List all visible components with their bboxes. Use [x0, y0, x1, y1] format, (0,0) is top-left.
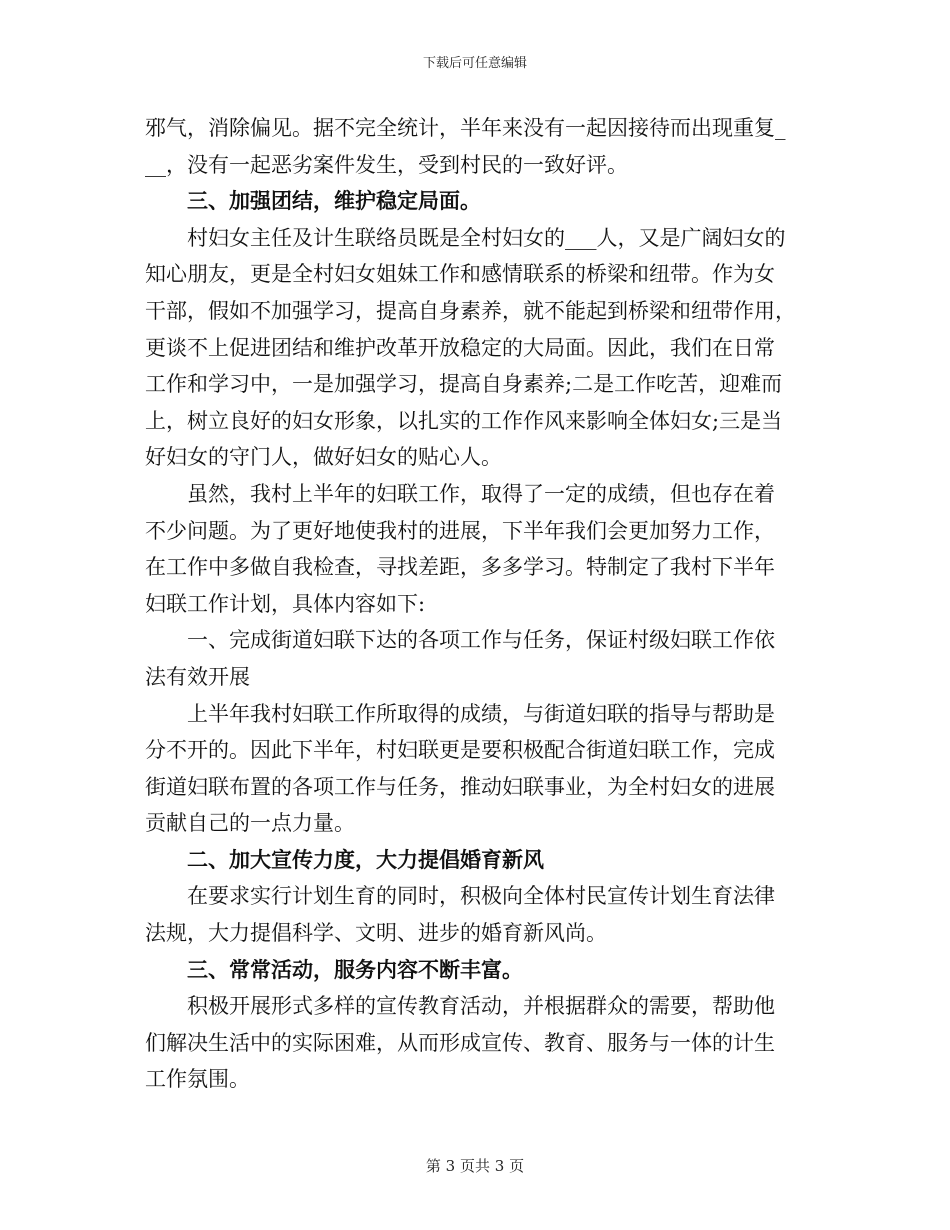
- text-line: 好妇女的守门人，做好妇女的贴心人。: [145, 445, 502, 470]
- text-line: 分不开的。因此下半年，村妇联更是要积极配合街道妇联工作，完成: [145, 738, 775, 763]
- text-line: 虽然，我村上半年的妇联工作，取得了一定的成绩，但也存在着: [187, 481, 775, 506]
- page-footer: 第 3 页共 3 页: [425, 1157, 525, 1175]
- text-line: 村妇女主任及计生联络员既是全村妇女的___人，又是广阔妇女的: [187, 225, 786, 250]
- text-line: 在工作中多做自我检查，寻找差距，多多学习。特制定了我村下半年: [145, 555, 775, 580]
- text-line: 在要求实行计划生育的同时，积极向全体村民宣传计划生育法律: [187, 884, 775, 909]
- text-line: 们解决生活中的实际困难，从而形成宣传、教育、服务与一体的计生: [145, 1030, 775, 1055]
- section-heading: 三、常常活动，服务内容不断丰富。: [187, 956, 523, 982]
- text-line: __，没有一起恶劣案件发生，受到村民的一致好评。: [145, 152, 628, 177]
- text-line: 工作氛围。: [145, 1067, 250, 1092]
- document-body: [145, 110, 805, 1098]
- text-line: 邪气，消除偏见。据不完全统计，半年来没有一起因接待而出现重复_: [145, 116, 786, 140]
- text-line: 贡献自己的一点力量。: [145, 811, 355, 836]
- text-line: 妇联工作计划，具体内容如下:: [145, 591, 426, 616]
- text-line: 街道妇联布置的各项工作与任务，推动妇联事业，为全村妇女的进展: [145, 774, 775, 799]
- text-line: 法有效开展: [145, 664, 250, 689]
- text-line: 法规，大力提倡科学、文明、进步的婚育新风尚。: [145, 921, 607, 946]
- text-line: 干部，假如不加强学习，提高自身素养，就不能起到桥梁和纽带作用，: [145, 298, 796, 323]
- section-heading: 三、加强团结，维护稳定局面。: [187, 188, 481, 214]
- text-line: 上半年我村妇联工作所取得的成绩，与街道妇联的指导与帮助是: [187, 701, 775, 726]
- text-line: 一、完成街道妇联下达的各项工作与任务，保证村级妇联工作依: [187, 628, 775, 653]
- page-header: 下载后可任意编辑: [422, 56, 527, 71]
- section-heading: 二、加大宣传力度，大力提倡婚育新风: [187, 846, 544, 872]
- text-line: 更谈不上促进团结和维护改革开放稳定的大局面。因此，我们在日常: [145, 335, 775, 360]
- text-line: 积极开展形式多样的宣传教育活动，并根据群众的需要，帮助他: [187, 994, 775, 1019]
- text-line: 知心朋友，更是全村妇女姐妹工作和感情联系的桥梁和纽带。作为女: [145, 262, 775, 287]
- text-line: 不少问题。为了更好地使我村的进展，下半年我们会更加努力工作，: [145, 518, 775, 543]
- text-line: 工作和学习中，一是加强学习，提高自身素养;二是工作吃苦，迎难而: [145, 372, 783, 397]
- text-line: 上，树立良好的妇女形象，以扎实的工作作风来影响全体妇女;三是当: [145, 408, 783, 433]
